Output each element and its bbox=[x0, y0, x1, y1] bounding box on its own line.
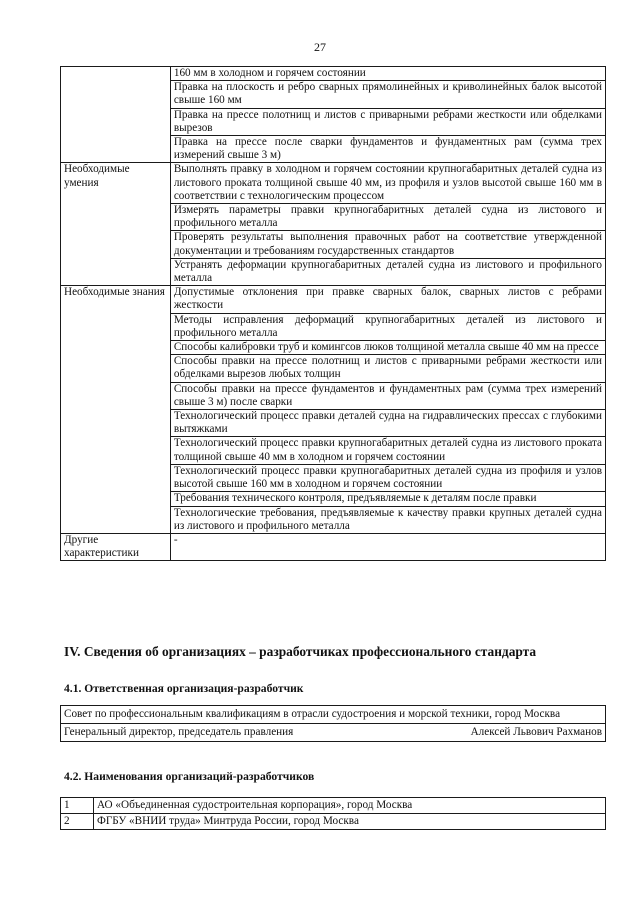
row-value: Способы правки на прессе полотнищ и листов с приварными ребрами жесткости или обделками вырезов любых толщин bbox=[170, 355, 605, 382]
developer-name: ФГБУ «ВНИИ труда» Минтруда России, город Москва bbox=[94, 814, 606, 830]
subheading-developer-orgs: 4.2. Наименования организаций-разработчиков bbox=[64, 770, 315, 783]
row-value: Устранять деформации крупногабаритных деталей судна из листового и профильного металла bbox=[170, 258, 605, 285]
row-value: - bbox=[170, 533, 605, 560]
org-head-person: Алексей Львович Рахманов bbox=[470, 726, 602, 739]
row-value: Правка на плоскость и ребро сварных прямолинейных и криволинейных балок высотой свыше 160 мм bbox=[170, 81, 605, 108]
org-head-row bbox=[61, 724, 606, 742]
row-value: Измерять параметры правки крупногабаритных деталей судна из листового и профильного металла bbox=[170, 204, 605, 231]
developer-number: 1 bbox=[61, 798, 94, 814]
table-row bbox=[61, 286, 606, 313]
row-value: Технологический процесс правки деталей судна на гидравлических прессах с глубокими вытяжками bbox=[170, 410, 605, 437]
row-value: Методы исправления деформаций крупногабаритных деталей из листового и профильного металла bbox=[170, 313, 605, 340]
table-row bbox=[61, 163, 606, 204]
org-name-row bbox=[61, 706, 606, 724]
section-heading: IV. Сведения об организациях – разработчиках профессионального стандарта bbox=[64, 644, 537, 659]
row-label: Другие характеристики bbox=[61, 533, 171, 560]
table-row bbox=[61, 814, 606, 830]
row-label: Необходимые знания bbox=[61, 286, 171, 534]
row-value: Технологический процесс правки крупногабаритных деталей судна из листового проката толщиной свыше 40 мм в холодном и горячем состоянии bbox=[170, 437, 605, 464]
developer-orgs-table bbox=[60, 797, 606, 830]
row-label: Необходимые умения bbox=[61, 163, 171, 286]
row-value: Проверять результаты выполнения правочных работ на соответствие утвержденной документации и требованиям государственных стандартов bbox=[170, 231, 605, 258]
org-name: Совет по профессиональным квалификациям в отрасли судостроения и морской техники, город Москва bbox=[61, 706, 606, 724]
subheading-responsible-org: 4.1. Ответственная организация-разработчик bbox=[64, 682, 304, 695]
table-row bbox=[61, 533, 606, 560]
developer-name: АО «Объединенная судостроительная корпорация», город Москва bbox=[94, 798, 606, 814]
org-head-position: Генеральный директор, председатель правления bbox=[64, 726, 294, 739]
table-row bbox=[61, 798, 606, 814]
competency-table bbox=[60, 66, 606, 561]
row-value: Технологические требования, предъявляемые к качеству правки крупных деталей судна из листового и профильного металла bbox=[170, 506, 605, 533]
row-value: Требования технического контроля, предъявляемые к деталям после правки bbox=[170, 492, 605, 506]
row-value: Допустимые отклонения при правке сварных балок, сварных листов с ребрами жесткости bbox=[170, 286, 605, 313]
row-value: Правка на прессе после сварки фундаментов и фундаментных рам (сумма трех измерений свыше 3 м) bbox=[170, 136, 605, 163]
row-value: 160 мм в холодном и горячем состоянии bbox=[170, 67, 605, 81]
row-value: Способы правки на прессе фундаментов и фундаментных рам (сумма трех измерений свыше 3 м) после сварки bbox=[170, 382, 605, 409]
developer-number: 2 bbox=[61, 814, 94, 830]
row-value: Технологический процесс правки крупногабаритных деталей судна из профиля и узлов высотой свыше 160 мм в холодном и горячем состоянии bbox=[170, 464, 605, 491]
row-value: Выполнять правку в холодном и горячем состоянии крупногабаритных деталей судна из листового проката толщиной свыше 40 мм, из профиля и узлов высотой свыше 160 мм в соответствии с технологическим процессом bbox=[170, 163, 605, 204]
row-label bbox=[61, 67, 171, 163]
page-number: 27 bbox=[314, 40, 326, 54]
row-value: Правка на прессе полотнищ и листов с приварными ребрами жесткости или обделками вырезов bbox=[170, 108, 605, 135]
responsible-org-table bbox=[60, 705, 606, 742]
row-value: Способы калибровки труб и комингсов люков толщиной металла свыше 40 мм на прессе bbox=[170, 341, 605, 355]
table-row bbox=[61, 67, 606, 81]
